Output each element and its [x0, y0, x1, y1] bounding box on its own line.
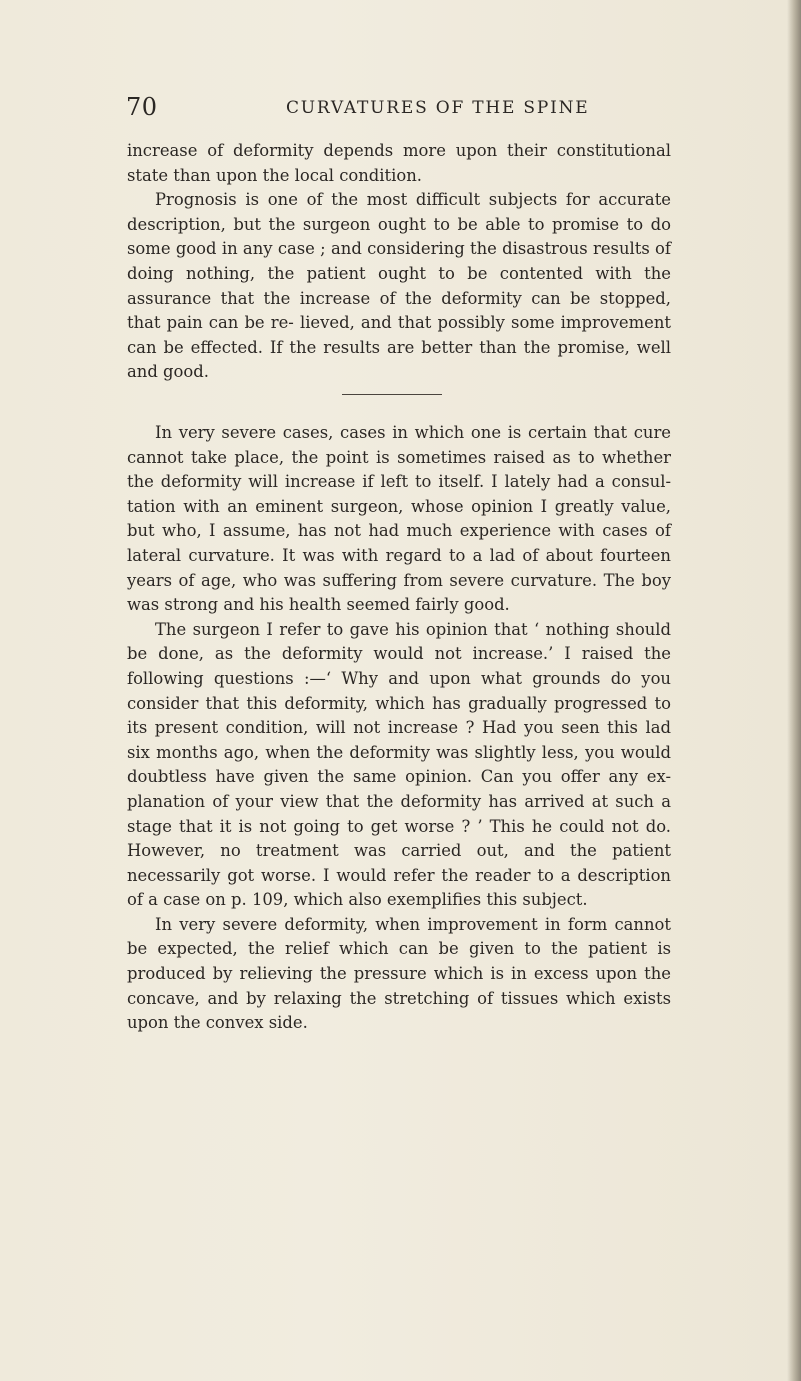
text-block-bottom	[127, 421, 671, 1036]
paragraph: In very severe deformity, when improvement in form cannot be expected, the relief which can be given to the patient is produced by relieving the pressure which is in excess upon the concave, and by relaxing the stretching of tissues which exists upon the convex side.	[127, 914, 671, 1033]
paragraph: Prognosis is one of the most difficult subjects for accurate description, but the surgeon ought to be able to promise to do some good in any case ; and considering the disastrous results of doing nothing, the patient ought to be contented with the assurance that the increase of the deformity can be stopped, that pain can be re- lieved, and that possibly some improvement can be effected. If the results are better than the promise, well and good.	[127, 190, 671, 382]
paragraph: In very severe cases, cases in which one is certain that cure cannot take place, the point is sometimes raised as to whether the deformity will increase if left to itself. I lately had a consul- tation with an eminent surgeon, whose opinion I greatly value, but who, I assume, has not had much experience with cases of lateral curvature. It was with regard to a lad of about fourteen years of age, who was suffering from severe curvature. The boy was strong and his health seemed fairly good.	[127, 423, 671, 615]
page-number: 70	[126, 93, 158, 121]
running-head: CURVATURES OF THE SPINE	[286, 98, 590, 118]
section-divider	[342, 394, 442, 395]
page-edge-shadow	[787, 0, 801, 1381]
paragraph: The surgeon I refer to gave his opinion that ‘ nothing should be done, as the deformity would not increase.’ I raised the following questions :—‘ Why and upon what grounds do you consider that this deformity, which has gradually progressed to its present condition, will not increase ? Had you seen this lad six months ago, when the deformity was slightly less, you would doubtless have given the same opinion. Can you offer any ex- planation of your view that the deformity has arrived at such a stage that it is not going to get worse ? ’ This he could not do. However, no treatment was carried out, and the patient necessarily got worse. I would refer the reader to a description of a case on p. 109, which also exemplifies this subject.	[127, 619, 671, 910]
text-block-top	[127, 139, 671, 385]
paragraph: increase of deformity depends more upon their constitutional state than upon the local condition.	[127, 141, 671, 185]
page-header	[126, 92, 666, 132]
